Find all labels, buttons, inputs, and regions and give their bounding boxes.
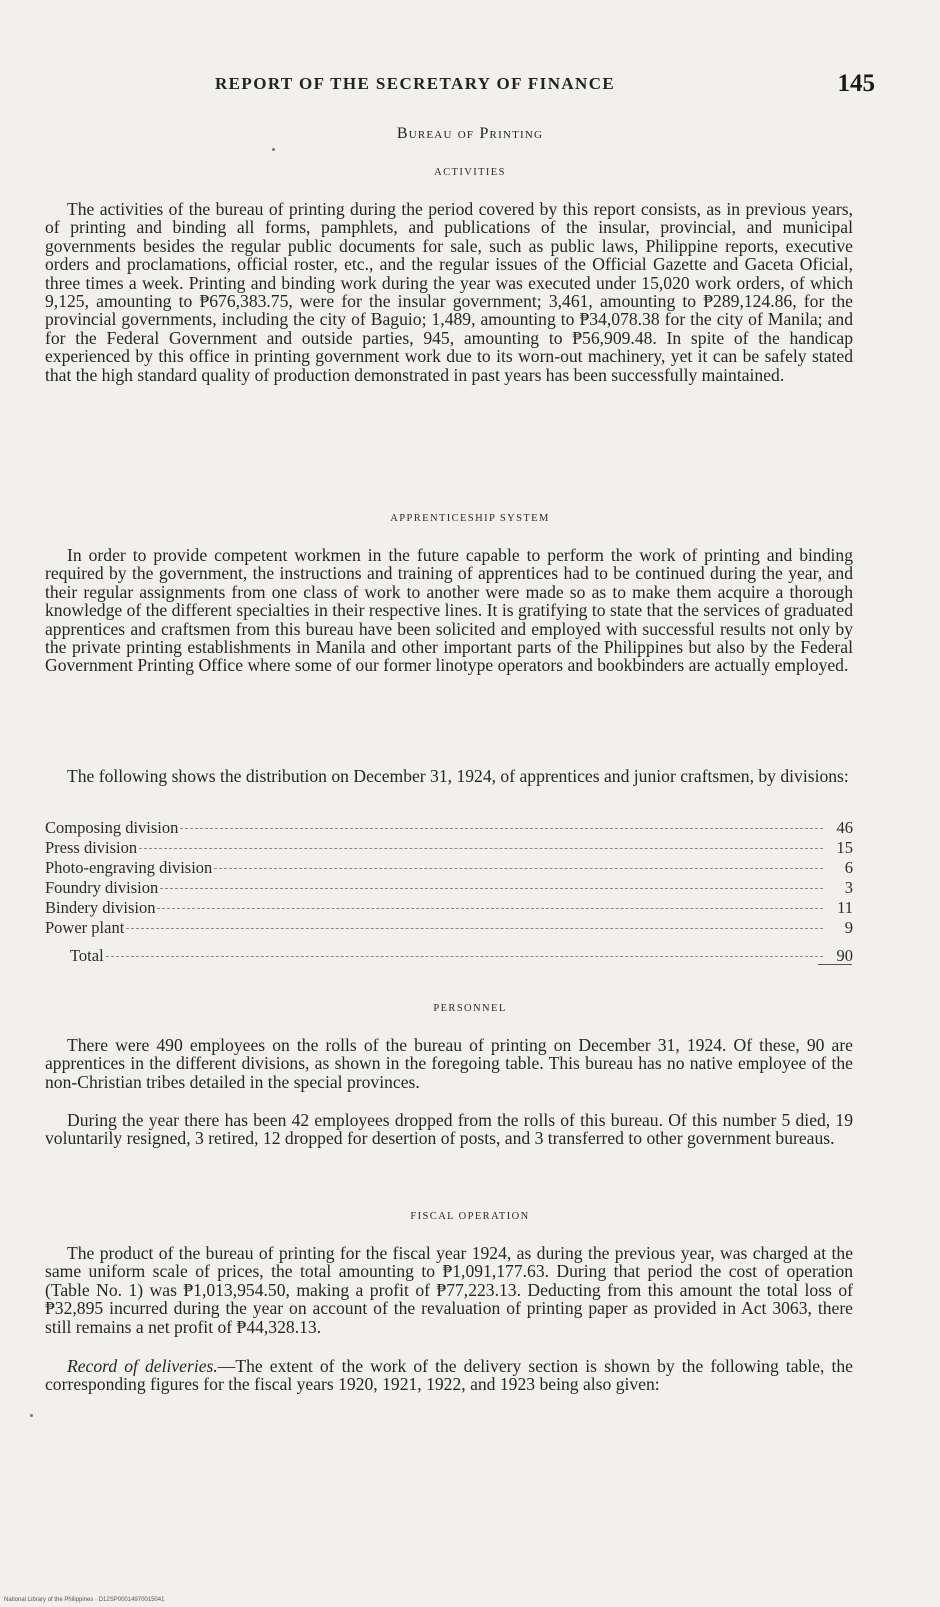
table-row — [45, 878, 853, 898]
dot-leader — [126, 928, 823, 929]
division-label: Foundry division — [45, 878, 159, 897]
total-count: 90 — [836, 946, 853, 965]
division-label: Photo-engraving division — [45, 858, 213, 877]
division-count: 15 — [836, 838, 853, 857]
apprenticeship-paragraph: In order to provide competent workmen in the future capable to perform the work of printing and binding required by the government, the instructions and training of apprentices had to be continued during the year, and their regular assignments from one class of work to another were made so as to make them acquire a thorough knowledge of the different specialties in their respective lines. It is gratifying to state that the services of graduated apprentices and craftsmen from this bureau have been solicited and employed with successful results not only by the private printing establishments in Manila and other important parts of the Philippines but also by the Federal Government Printing Office where some of our former linotype operators and bookbinders are actually employed. — [45, 545, 853, 676]
deliveries-text: —The extent of the work of the delivery section is shown by the following table, the corresponding figures for the fiscal years 1920, 1921, 1922, and 1923 being also given: — [45, 1356, 853, 1395]
division-count: 9 — [844, 918, 853, 937]
scan-footer-note: National Library of the Philippines · D12SP00014970015041 — [4, 1597, 165, 1603]
total-label: Total — [70, 946, 104, 965]
division-count: 6 — [844, 858, 853, 877]
dot-leader — [139, 848, 823, 849]
page-number: 145 — [837, 70, 875, 97]
division-label: Power plant — [45, 918, 125, 937]
division-count: 46 — [836, 818, 853, 837]
personnel-heading: PERSONNEL — [433, 1003, 507, 1014]
record-of-deliveries-label: Record of deliveries. — [67, 1356, 218, 1376]
page-header — [215, 70, 875, 100]
total-rule — [818, 964, 852, 965]
table-row — [45, 818, 853, 838]
dot-leader — [180, 828, 823, 829]
total-row — [45, 946, 853, 966]
fiscal-paragraph: The product of the bureau of printing for the fiscal year 1924, as during the previous year, was charged at the same uniform scale of prices, the total amounting to ₱1,091,177.63. During that period the cost of operation (Table No. 1) was ₱1,013,954.50, making a profit of ₱77,223.13. Deducting from this amount the total loss of ₱32,895 incurred during the year on account of the revaluation of printing paper as provided in Act 3063, there still remains a net profit of ₱44,328.13. — [45, 1243, 853, 1337]
section-title: Bureau of Printing — [396, 125, 544, 142]
personnel-paragraph: There were 490 employees on the rolls of the bureau of printing on December 31, 1924. Of these, 90 are apprentices in the different divisions, as shown in the foregoing table. This bureau has no native employee of the non-Christian tribes detailed in the special provinces. — [45, 1035, 853, 1092]
division-label: Bindery division — [45, 898, 156, 917]
table-row — [45, 918, 853, 938]
print-speck — [272, 148, 275, 151]
deliveries-paragraph — [45, 1357, 853, 1394]
dropped-employees-paragraph: During the year there has been 42 employees dropped from the rolls of this bureau. Of this number 5 died, 19 voluntarily resigned, 3 retired, 12 dropped for desertion of posts, and 3 transferred to other government bureaus. — [45, 1110, 853, 1149]
table-row — [45, 858, 853, 878]
activities-paragraph: The activities of the bureau of printing during the period covered by this report consists, as in previous years, of printing and binding all forms, pamphlets, and publications of the insular, provincial, and municipal governments besides the regular public documents for sale, such as public laws, Philippine reports, executive orders and proclamations, official roster, etc., and the regular issues of the Official Gazette and Gaceta Oficial, three times a week. Printing and binding work during the year was executed under 15,020 work orders, of which 9,125, amounting to ₱676,383.75, were for the insular government; 3,461, amounting to ₱289,124.86, for the provincial governments, including the city of Baguio; 1,489, amounting to ₱34,078.38 for the city of Manila; and for the Federal Government and outside parties, 945, amounting to ₱56,909.48. In spite of the handicap experienced by this office in printing government work due to its worn-out machinery, yet it can be safely stated that the high standard quality of production demonstrated in past years has been successfully maintained. — [45, 199, 853, 385]
distribution-intro: The following shows the distribution on December 31, 1924, of apprentices and junior craftsmen, by divisions: — [67, 766, 849, 786]
dot-leader — [214, 868, 823, 869]
table-row — [45, 898, 853, 918]
dot-leader — [160, 888, 823, 889]
dot-leader — [106, 956, 823, 957]
division-count: 11 — [837, 898, 853, 917]
apprenticeship-heading: APPRENTICESHIP SYSTEM — [390, 513, 550, 524]
division-label: Press division — [45, 838, 138, 857]
fiscal-heading: FISCAL OPERATION — [410, 1211, 530, 1222]
running-title: REPORT OF THE SECRETARY OF FINANCE — [215, 74, 616, 93]
print-speck — [30, 1414, 33, 1417]
dot-leader — [157, 908, 823, 909]
table-row — [45, 838, 853, 858]
divisions-table — [45, 818, 853, 966]
activities-heading: ACTIVITIES — [434, 167, 506, 178]
division-count: 3 — [844, 878, 853, 897]
division-label: Composing division — [45, 818, 179, 837]
